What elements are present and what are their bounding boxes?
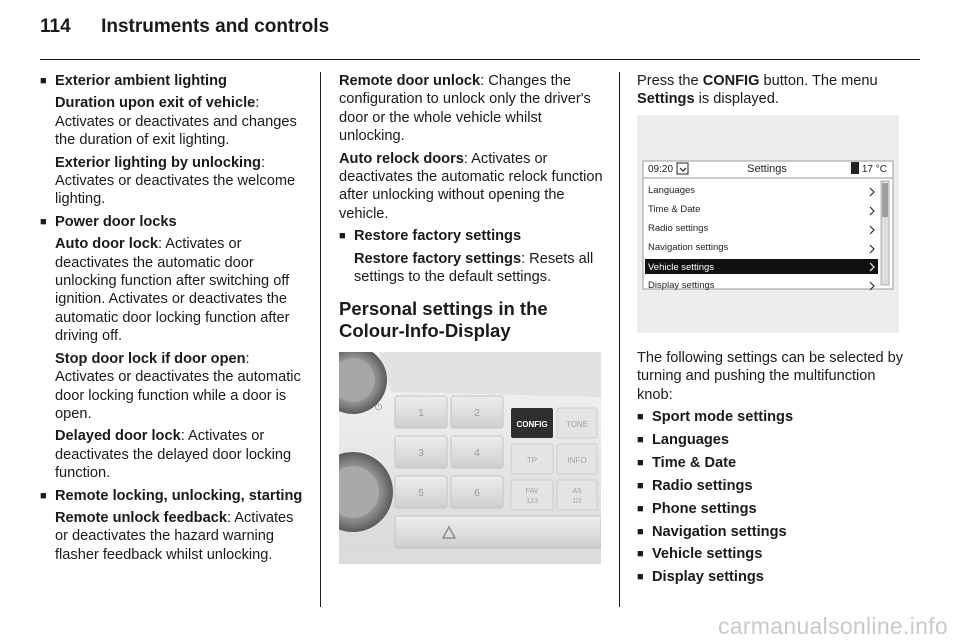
list-item: ■ Phone settings <box>637 500 909 518</box>
fav-button <box>511 480 553 510</box>
preset-label-6: 6 <box>474 488 480 500</box>
svg-text:⏻: ⏻ <box>375 402 383 413</box>
description: : Activates or deactivates the automatic door locking function while a door is open. <box>55 350 301 422</box>
fav-sub-label: 123 <box>526 498 538 506</box>
section-heading: Personal settings in the Colour-Info-Display <box>339 298 548 342</box>
entry-remote-unlock-feedback <box>40 509 304 564</box>
hazard-bar <box>395 516 601 548</box>
control-panel-illustration <box>339 352 601 564</box>
tone-label: TONE <box>565 420 589 430</box>
description: : Activates or deactivates the welcome lighting. <box>55 154 296 208</box>
menu-item-radio: Radio settings <box>648 222 709 234</box>
preset-label-5: 5 <box>418 488 424 500</box>
settings-term: Settings <box>637 91 695 108</box>
following-paragraph: The following settings can be selected by turning and pushing the multifunction knob: <box>637 349 904 403</box>
settings-screen-figure <box>637 115 899 333</box>
description: : Activates or deactivates the automatic door unlocking function after switching off ignition. Activates or deactivates the automatic door locking function after driving off. <box>55 236 290 345</box>
term: Auto relock doors <box>339 150 464 167</box>
fav-label: FAV <box>525 488 539 496</box>
entry-exterior-lighting-by-unlocking <box>40 154 304 209</box>
column-3 <box>637 72 909 591</box>
page-title: Instruments and controls <box>101 16 330 37</box>
term: Exterior lighting by unlocking <box>55 154 261 171</box>
page-header <box>40 16 329 50</box>
intro-text: Press the <box>637 73 703 89</box>
settings-screen-illustration <box>637 115 899 333</box>
term: Remote door unlock <box>339 73 481 89</box>
column-1 <box>40 72 304 568</box>
entry-stop-door-lock <box>40 350 304 424</box>
term: Stop door lock if door open <box>55 350 246 367</box>
term: Delayed door lock <box>55 428 181 445</box>
column-divider-1 <box>320 72 321 607</box>
list-item: ■ Languages <box>637 431 909 449</box>
intro-text: is displayed. <box>694 91 779 108</box>
description: : Resets all settings to the default settings. <box>354 250 594 286</box>
column-2 <box>339 72 604 564</box>
entry-auto-door-lock <box>40 235 304 345</box>
page-number: 114 <box>40 16 71 37</box>
list-item: ■ Sport mode settings <box>637 408 909 426</box>
term: Remote unlock feedback <box>55 509 227 526</box>
config-term: CONFIG <box>702 73 760 89</box>
info-label: INFO <box>567 456 587 466</box>
description: : Activates or deactivates and changes the duration of exit lighting. <box>55 95 297 149</box>
scrollbar-thumb <box>882 183 888 217</box>
clock-readout: 09:20 <box>648 163 674 175</box>
menu-item-vehicle: Vehicle settings <box>648 261 715 273</box>
bullet-power-door-locks: ■ Power door locks <box>40 213 304 231</box>
config-label: CONFIG <box>516 420 548 430</box>
column-divider-2 <box>619 72 620 607</box>
as-button <box>557 480 597 510</box>
preset-label-3: 3 <box>418 448 424 460</box>
list-item: ■ Navigation settings <box>637 523 909 541</box>
intro-paragraph <box>637 72 909 109</box>
description: : Activates or deactivates the automatic relock function after unlocking without opening the vehicle. <box>339 150 603 222</box>
preset-label-4: 4 <box>474 448 480 460</box>
list-item: ■ Display settings <box>637 568 909 586</box>
bullet-exterior-ambient-lighting: ■ Exterior ambient lighting <box>40 72 304 90</box>
as-sub-label: 1/2 <box>572 498 582 506</box>
tp-label: TP <box>526 456 538 466</box>
screen-title: Settings <box>747 162 787 175</box>
phone-icon <box>851 162 859 174</box>
menu-item-navigation: Navigation settings <box>648 241 729 253</box>
entry-restore-factory-settings <box>339 250 604 287</box>
settings-list <box>637 408 909 587</box>
watermark: carmanualsonline.info <box>717 613 948 639</box>
temperature-readout: 17 °C <box>861 163 887 175</box>
menu-item-display: Display settings <box>648 279 715 291</box>
list-item: ■ Time & Date <box>637 454 909 472</box>
bullet-restore-factory-settings: ■ Restore factory settings <box>339 227 604 245</box>
term: Duration upon exit of vehicle <box>55 95 256 112</box>
entry-delayed-door-lock <box>40 427 304 482</box>
term: Restore factory settings <box>354 250 522 267</box>
menu-item-languages: Languages <box>648 184 696 196</box>
control-panel-photo <box>339 352 601 564</box>
intro-text: button. The menu <box>759 73 878 89</box>
header-rule <box>40 59 920 60</box>
preset-label-1: 1 <box>418 408 424 420</box>
entry-duration-upon-exit <box>40 94 304 149</box>
term: Auto door lock <box>55 236 158 253</box>
description: : Changes the configuration to unlock only the driver's door or the whole vehicle whilst unlocking. <box>339 73 591 145</box>
menu-item-time-date: Time & Date <box>648 203 701 215</box>
entry-auto-relock-doors <box>339 150 604 224</box>
bullet-remote-locking: ■ Remote locking, unlocking, starting <box>40 487 304 505</box>
list-item: ■ Radio settings <box>637 477 909 495</box>
as-label: AS <box>572 488 582 496</box>
list-item: ■ Vehicle settings <box>637 545 909 563</box>
description: : Activates or deactivates the delayed door locking function. <box>55 428 292 482</box>
entry-remote-door-unlock <box>339 72 604 146</box>
preset-label-2: 2 <box>474 408 480 420</box>
description: : Activates or deactivates the hazard warning flasher feedback whilst unlocking. <box>55 509 294 563</box>
